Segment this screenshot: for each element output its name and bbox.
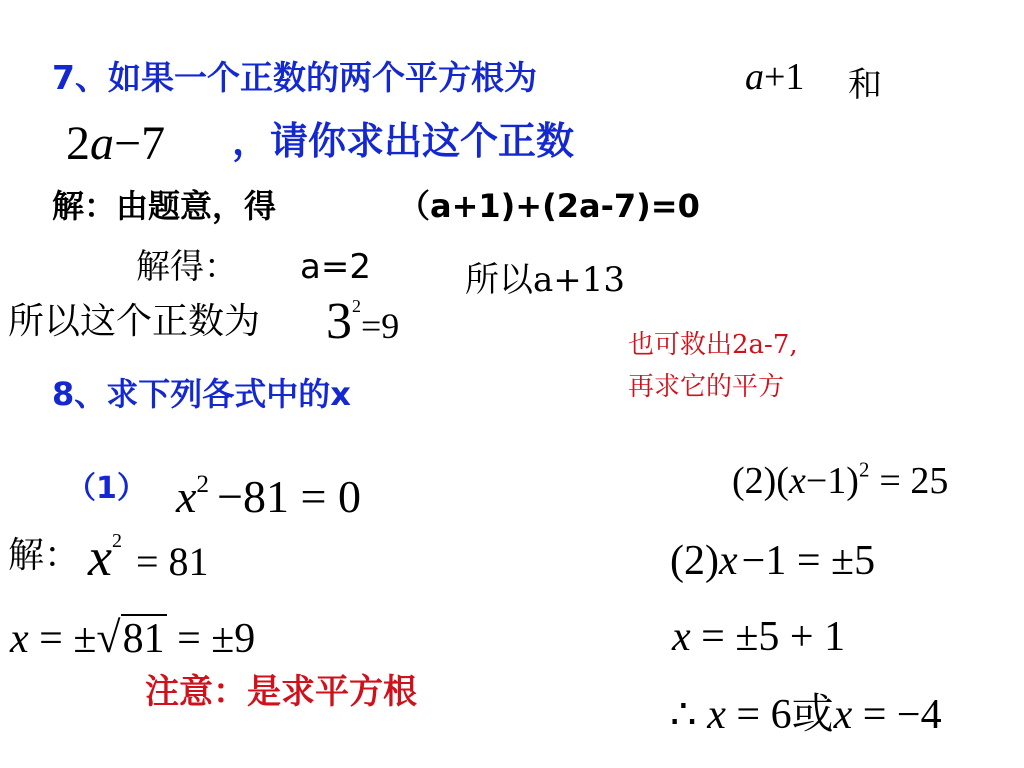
- part1-eq-exp: 2: [196, 469, 210, 498]
- part1-step2-mid: = ±: [39, 616, 97, 662]
- part2-eq-mid: −1): [805, 460, 859, 502]
- equation: （a+1)+(2a-7)=0: [398, 187, 700, 225]
- part2-step2-var: x: [672, 614, 691, 660]
- part1-step2: [10, 613, 256, 662]
- part2-step1: [670, 540, 875, 582]
- problem7-line2: ，请你求出这个正数: [232, 119, 575, 163]
- part2-eq-var: x: [788, 460, 806, 502]
- he-text: 和: [848, 65, 882, 105]
- expr-2a-minus-7: [66, 117, 166, 170]
- expr-a-plus-1: [745, 58, 804, 96]
- expr-a1-var: a: [745, 56, 764, 98]
- part1-equation: [176, 469, 361, 522]
- part2-step2-rest: = ±5 + 1: [701, 614, 846, 660]
- part1-step1-rest: = 81: [135, 539, 209, 584]
- answer-rest: =9: [361, 306, 400, 346]
- part2-step2: [672, 616, 845, 658]
- part2-step3-pre: ∴: [670, 692, 708, 738]
- answer-expr: [326, 293, 400, 350]
- part2-step1-pre: (2): [670, 538, 719, 584]
- part2-step3: [670, 694, 942, 736]
- expr-2a7-coef: 2: [66, 117, 90, 170]
- part2-step1-rest: −1 = ±5: [741, 538, 876, 584]
- hint-line1: 也可救出2a-7,: [628, 330, 798, 360]
- part1-step1: [88, 527, 209, 587]
- part2-eq-rest: = 25: [879, 460, 949, 502]
- sqrt-symbol: √: [96, 613, 121, 662]
- part1-step2-var: x: [10, 616, 29, 662]
- expr-a1-rest: +1: [764, 56, 805, 98]
- part1-step1-exp: 2: [111, 530, 122, 552]
- part2-step3-var1: x: [707, 692, 726, 738]
- part1-eq-var: x: [176, 471, 197, 522]
- solve-value: a=2: [300, 247, 371, 287]
- part2-equation: [732, 457, 949, 502]
- part1-step1-var: x: [88, 527, 112, 587]
- part1-note: 注意：是求平方根: [145, 672, 417, 712]
- solution-label: 解：由题意，得: [52, 187, 277, 225]
- part2-step1-var: x: [718, 538, 738, 584]
- part1-step2-rest: = ±9: [177, 616, 256, 662]
- expr-2a7-var: a: [90, 117, 114, 170]
- therefore-text: 所以a+13: [465, 260, 626, 300]
- answer-exp: 2: [352, 296, 361, 316]
- part2-step3-mid: = 6或: [736, 692, 834, 738]
- part1-eq-rest: −81 = 0: [217, 471, 361, 522]
- solve-label: 解得：: [136, 247, 238, 287]
- answer-prefix: 所以这个正数为: [8, 301, 261, 342]
- part1-label: （1）: [66, 471, 147, 506]
- answer-base: 3: [326, 293, 352, 350]
- part2-step3-var2: x: [833, 692, 853, 738]
- problem7-line1: 7、如果一个正数的两个平方根为: [52, 58, 537, 97]
- part2-eq-pre: (2)(: [732, 460, 789, 502]
- part1-step2-rad: 81: [122, 616, 165, 662]
- part2-eq-exp: 2: [858, 457, 870, 482]
- problem8-title: 8、求下列各式中的x: [52, 375, 351, 413]
- part1-sol-label: 解：: [8, 535, 81, 576]
- part2-step3-rest: = −4: [862, 692, 942, 738]
- hint-line2: 再求它的平方: [628, 372, 785, 402]
- expr-2a7-rest: −7: [114, 117, 166, 170]
